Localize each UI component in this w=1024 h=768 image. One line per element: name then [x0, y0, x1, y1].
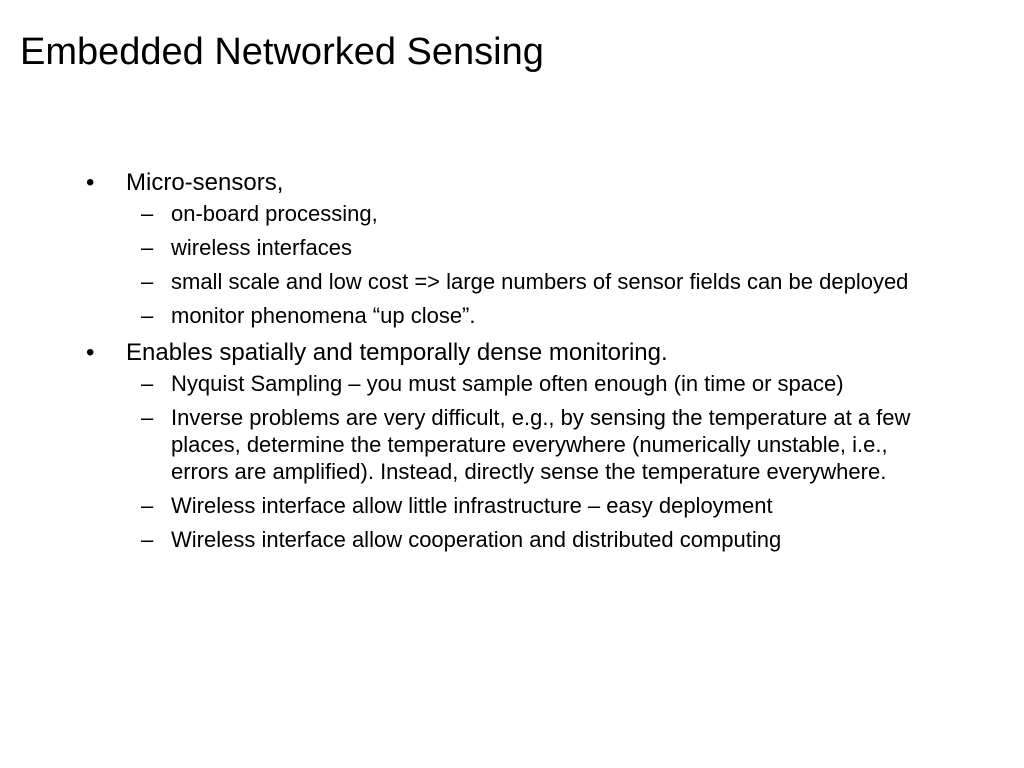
sub-item-text: Wireless interface allow cooperation and distributed computing — [171, 527, 782, 552]
sub-item-on-board-processing — [126, 200, 946, 227]
sub-list — [126, 200, 946, 329]
sub-item-little-infrastructure — [126, 492, 946, 519]
bullet-marker: • — [86, 169, 95, 196]
sub-marker: – — [141, 527, 154, 552]
sub-item-text: wireless interfaces — [171, 235, 352, 260]
sub-marker: – — [141, 303, 154, 328]
sub-item-small-scale-low-cost — [126, 268, 946, 295]
bullet-text: Micro-sensors, — [126, 169, 284, 196]
sub-item-monitor-phenomena — [126, 302, 946, 329]
bullet-micro-sensors — [86, 166, 946, 329]
sub-item-text: on-board processing, — [171, 201, 378, 226]
sub-marker: – — [141, 493, 154, 518]
sub-list — [126, 370, 946, 553]
bullet-text: Enables spatially and temporally dense monitoring. — [126, 339, 668, 366]
bullet-marker: • — [86, 339, 95, 366]
sub-item-inverse-problems — [126, 404, 946, 485]
bullet-dense-monitoring — [86, 336, 946, 553]
sub-item-text: monitor phenomena “up close”. — [171, 303, 476, 328]
bullet-list — [86, 166, 946, 560]
sub-item-text: Inverse problems are very difficult, e.g., by sensing the temperature at a few places, determine the temperature everywhere (numerically unstable, i.e., errors are amplified). Instead, directly sense the temperature everywhere. — [171, 405, 911, 484]
sub-item-text: Wireless interface allow little infrastructure – easy deployment — [171, 493, 773, 518]
sub-item-nyquist-sampling — [126, 370, 946, 397]
sub-marker: – — [141, 371, 154, 396]
sub-marker: – — [141, 235, 154, 260]
sub-item-text: Nyquist Sampling – you must sample often enough (in time or space) — [171, 371, 844, 396]
sub-marker: – — [141, 269, 154, 294]
sub-item-cooperation-distributed — [126, 526, 946, 553]
slide-title: Embedded Networked Sensing — [20, 31, 544, 73]
sub-marker: – — [141, 201, 154, 226]
sub-item-text: small scale and low cost => large numbers of sensor fields can be deployed — [171, 269, 909, 294]
sub-item-wireless-interfaces — [126, 234, 946, 261]
sub-marker: – — [141, 405, 154, 430]
